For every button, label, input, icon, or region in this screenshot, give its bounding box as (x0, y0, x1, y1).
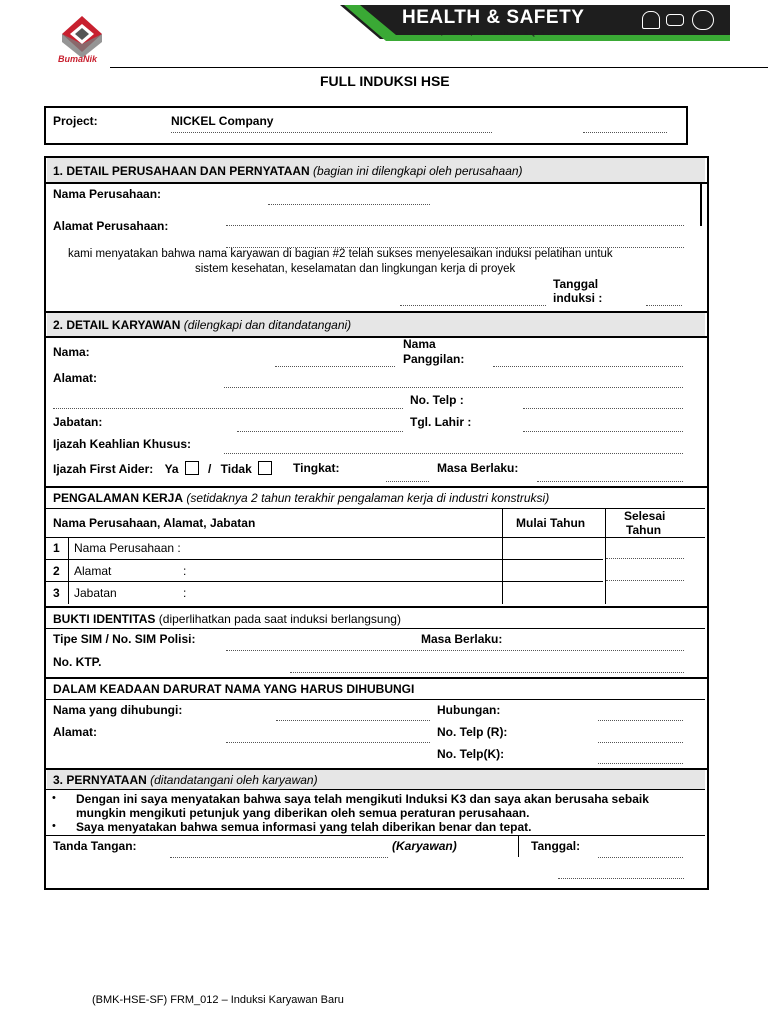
helmet-icon (642, 11, 660, 29)
level-field[interactable] (386, 481, 429, 482)
mask-icon (692, 10, 714, 30)
sign-date-label: Tanggal: (531, 839, 581, 853)
exp-row-label-1: Nama Perusahaan : (74, 541, 181, 555)
section3-title: 3. PERNYATAAN (ditandatangani oleh karyawan) (53, 773, 318, 787)
first-aid-row: Ijazah First Aider: Ya / Tidak (53, 461, 276, 476)
position-label: Jabatan: (53, 415, 103, 429)
nickname-label-1: Nama (403, 337, 436, 351)
statement-bullet-1-line-2: mungkin mengikuti petunjuk yang diberikan oleh semua peraturan perusahaan. (76, 806, 530, 820)
logo-text: BumaNik (58, 54, 98, 64)
nickname-field[interactable] (493, 366, 683, 367)
exp-row-colon-2: : (183, 564, 187, 578)
statement-bullet-1-line-1: Dengan ini saya menyatakan bahwa saya telah mengikuti Induksi K3 dan saya akan berusaha sebaik (76, 792, 649, 806)
health-safety-banner (340, 5, 730, 41)
section1-title: 1. DETAIL PERUSAHAAN DAN PERNYATAAN (bagian ini dilengkapi oleh perusahaan) (53, 164, 523, 178)
banner-title: HEALTH & SAFETY (402, 7, 585, 28)
name-field[interactable] (275, 366, 395, 367)
company-address-label: Alamat Perusahaan: (53, 219, 169, 233)
project-box (44, 106, 688, 145)
statement-bullet-2: Saya menyatakan bahwa semua informasi yang telah diberikan benar dan tepat. (76, 820, 532, 834)
project-value[interactable]: NICKEL Company (171, 114, 274, 128)
name-label: Nama: (53, 345, 90, 359)
dob-field[interactable] (523, 431, 683, 432)
level-label: Tingkat: (293, 461, 340, 475)
emergency-address-label: Alamat: (53, 725, 98, 739)
col-company-header: Nama Perusahaan, Alamat, Jabatan (53, 516, 256, 530)
identity-validity-label: Masa Berlaku: (421, 632, 503, 646)
company-logo (56, 14, 112, 68)
footer-form-code: (BMK-HSE-SF) FRM_012 – Induksi Karyawan Baru (92, 994, 344, 1006)
employee-label: (Karyawan) (392, 839, 457, 853)
employee-address-field-2[interactable] (53, 408, 403, 409)
sign-date-field[interactable] (598, 857, 683, 858)
exp-row-num-2: 2 (53, 564, 60, 578)
project-line-2 (583, 132, 667, 133)
induction-date-field[interactable] (646, 305, 682, 306)
exp-row-num-1: 1 (53, 541, 60, 555)
phone-label: No. Telp : (410, 393, 464, 407)
col-end-header-2: Tahun (626, 523, 662, 537)
form-title: FULL INDUKSI HSE (320, 73, 450, 89)
ktp-field[interactable] (290, 672, 684, 673)
phone-r-label: No. Telp (R): (437, 725, 508, 739)
ktp-label: No. KTP. (53, 655, 102, 669)
phone-k-label: No. Telp(K): (437, 747, 505, 761)
induction-date-label-2: induksi : (553, 291, 603, 305)
sim-field[interactable] (226, 650, 684, 651)
emergency-title: DALAM KEADAAN DARURAT NAMA YANG HARUS DIHUBUNGI (53, 682, 415, 696)
contact-name-field[interactable] (276, 720, 430, 721)
emergency-address-field[interactable] (226, 742, 430, 743)
signature-field[interactable] (170, 857, 388, 858)
exp-row-label-3: Jabatan (74, 586, 117, 600)
project-label: Project: (53, 114, 98, 128)
project-line (171, 132, 492, 133)
exp-row-label-2: Alamat (74, 564, 112, 578)
skill-cert-field[interactable] (224, 453, 683, 454)
validity-field[interactable] (537, 481, 683, 482)
skill-cert-label: Ijazah Keahlian Khusus: (53, 437, 192, 451)
exp-row-num-3: 3 (53, 586, 60, 600)
banner-subtitle: SAFETY, HEALTH, ENVIRONMENT & QUALITY (416, 30, 559, 37)
bullet-1-icon: • (52, 792, 56, 804)
relation-label: Hubungan: (437, 703, 501, 717)
sign-date-field-2[interactable] (558, 878, 684, 879)
phone-field[interactable] (523, 408, 683, 409)
first-aid-yes-checkbox[interactable] (185, 461, 199, 475)
col-start-header: Mulai Tahun (516, 516, 586, 530)
position-field[interactable] (237, 431, 403, 432)
company-name-label: Nama Perusahaan: (53, 187, 162, 201)
bullet-2-icon: • (52, 820, 56, 832)
nickname-label-2: Panggilan: (403, 352, 465, 366)
sim-label: Tipe SIM / No. SIM Polisi: (53, 632, 196, 646)
employee-address-field[interactable] (224, 387, 683, 388)
goggles-icon (666, 14, 684, 26)
col-end-header-1: Selesai (624, 509, 666, 523)
first-aid-no-checkbox[interactable] (258, 461, 272, 475)
phone-k-field[interactable] (598, 763, 683, 764)
relation-field[interactable] (598, 720, 683, 721)
employee-address-label: Alamat: (53, 371, 98, 385)
project-name-field[interactable] (400, 305, 546, 306)
experience-title: PENGALAMAN KERJA (setidaknya 2 tahun terakhir pengalaman kerja di industri konstruksi) (53, 491, 550, 505)
induction-date-label-1: Tanggal (553, 277, 599, 291)
statement-line-2: sistem kesehatan, keselamatan dan lingkungan kerja di proyek (195, 263, 516, 275)
identity-title: BUKTI IDENTITAS (diperlihatkan pada saat induksi berlangsung) (53, 612, 401, 626)
signature-label: Tanda Tangan: (53, 839, 137, 853)
company-name-field[interactable] (268, 204, 430, 205)
exp-row-colon-3: : (183, 586, 187, 600)
statement-line-1: kami menyatakan bahwa nama karyawan di bagian #2 telah sukses menyelesaikan induksi pelatihan untuk (68, 248, 613, 260)
contact-name-label: Nama yang dihubungi: (53, 703, 183, 717)
validity-label: Masa Berlaku: (437, 461, 519, 475)
phone-r-field[interactable] (598, 742, 683, 743)
header-rule (110, 67, 768, 68)
dob-label: Tgl. Lahir : (410, 415, 472, 429)
section2-title: 2. DETAIL KARYAWAN (dilengkapi dan ditandatangani) (53, 318, 352, 332)
company-address-field[interactable] (226, 225, 684, 226)
